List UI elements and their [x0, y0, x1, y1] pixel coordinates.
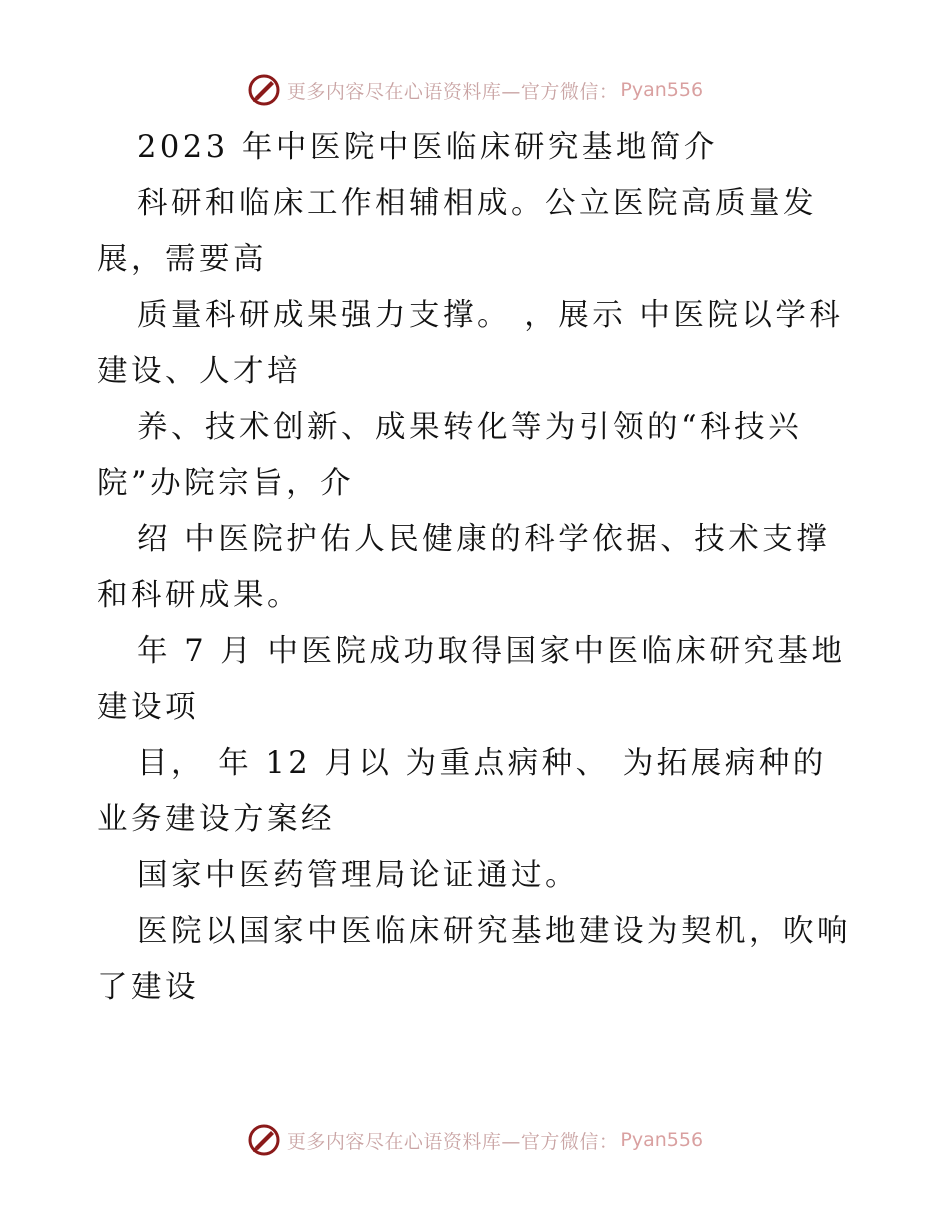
paragraph-line: 展，需要高	[97, 242, 267, 277]
paragraph-line: 建设项	[97, 690, 199, 725]
paragraph-line: 科研和临床工作相辅相成。公立医院高质量发	[137, 186, 817, 221]
paragraph-line: 年 7 月 中医院成功取得国家中医临床研究基地	[137, 634, 846, 669]
header-watermark	[0, 70, 950, 110]
document-title: 2023 年中医院中医临床研究基地简介	[137, 130, 718, 165]
paragraph-line: 绍 中医院护佑人民健康的科学依据、技术支撑	[137, 522, 831, 557]
paragraph-line: 院”办院宗旨，介	[97, 466, 355, 501]
paragraph-line: 了建设	[97, 970, 199, 1005]
paragraph-line: 质量科研成果强力支撑。 ，展示 中医院以学科	[137, 298, 844, 333]
document-body	[97, 120, 857, 1016]
watermark-text: 更多内容尽在心语资料库—官方微信：	[286, 80, 619, 103]
paragraph-line: 养、技术创新、成果转化等为引领的“科技兴	[137, 410, 803, 445]
watermark-wechat-id: Pyan556	[620, 1129, 704, 1151]
paragraph-line: 目， 年 12 月以 为重点病种、 为拓展病种的	[137, 746, 827, 781]
paragraph-line: 业务建设方案经	[97, 802, 335, 837]
watermark-text: 更多内容尽在心语资料库—官方微信：	[286, 1130, 619, 1153]
pen-logo-icon	[247, 1123, 281, 1157]
paragraph-line: 国家中医药管理局论证通过。	[137, 858, 579, 893]
paragraph-line: 建设、人才培	[97, 354, 301, 389]
footer-watermark	[0, 1120, 950, 1160]
paragraph-line: 医院以国家中医临床研究基地建设为契机，吹响	[137, 914, 851, 949]
pen-logo-icon	[247, 73, 281, 107]
paragraph-line: 和科研成果。	[97, 578, 301, 613]
watermark-wechat-id: Pyan556	[620, 79, 704, 101]
